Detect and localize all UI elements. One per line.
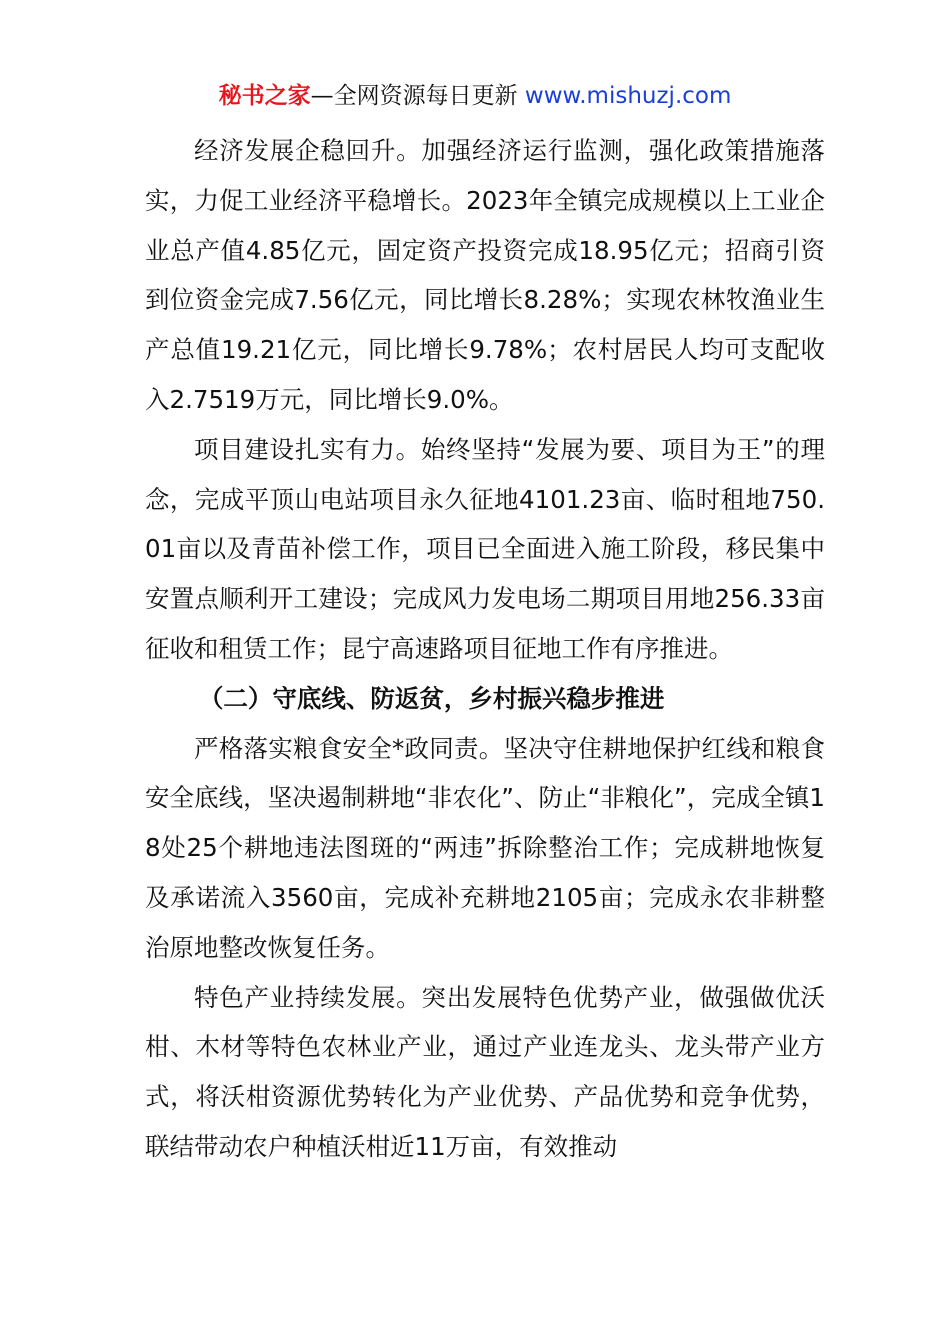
brand-name: 秘书之家 [218, 83, 311, 109]
site-link[interactable]: www.mishuzj.com [524, 83, 732, 109]
section-heading: （二）守底线、防返贫，乡村振兴稳步推进 [198, 683, 665, 713]
document-body [145, 126, 825, 1172]
page-header [0, 80, 950, 112]
paragraph-industry: 特色产业持续发展。突出发展特色优势产业，做强做优沃柑、木材等特色农林业产业，通过产业连龙头、龙头带产业方式，将沃柑资源优势转化为产业优势、产品优势和竞争优势，联结带动农户种植沃柑近11万亩，有效推动 [145, 982, 825, 1161]
paragraph-food-security: 严格落实粮食安全*政同责。坚决守住耕地保护红线和粮食安全底线，坚决遏制耕地“非农化”、防止“非粮化”，完成全镇18处25个耕地违法图斑的“两违”拆除整治工作；完成耕地恢复及承诺流入3560亩，完成补充耕地2105亩；完成永农非耕整治原地整改恢复任务。 [145, 733, 825, 962]
paragraph-economy: 经济发展企稳回升。加强经济运行监测，强化政策措施落实，力促工业经济平稳增长。2023年全镇完成规模以上工业企业总产值4.85亿元，固定资产投资完成18.95亿元；招商引资到位资金完成7.56亿元，同比增长8.28%；实现农林牧渔业生产总值19.21亿元，同比增长9.78%；农村居民人均可支配收入2.7519万元，同比增长9.0%。 [145, 136, 825, 414]
paragraph-projects: 项目建设扎实有力。始终坚持“发展为要、项目为王”的理念，完成平顶山电站项目永久征地4101.23亩、临时租地750.01亩以及青苗补偿工作，项目已全面进入施工阶段，移民集中安置点顺利开工建设；完成风力发电场二期项目用地256.33亩征收和租赁工作；昆宁高速路项目征地工作有序推进。 [145, 434, 825, 663]
header-tagline: —全网资源每日更新 [310, 83, 525, 109]
